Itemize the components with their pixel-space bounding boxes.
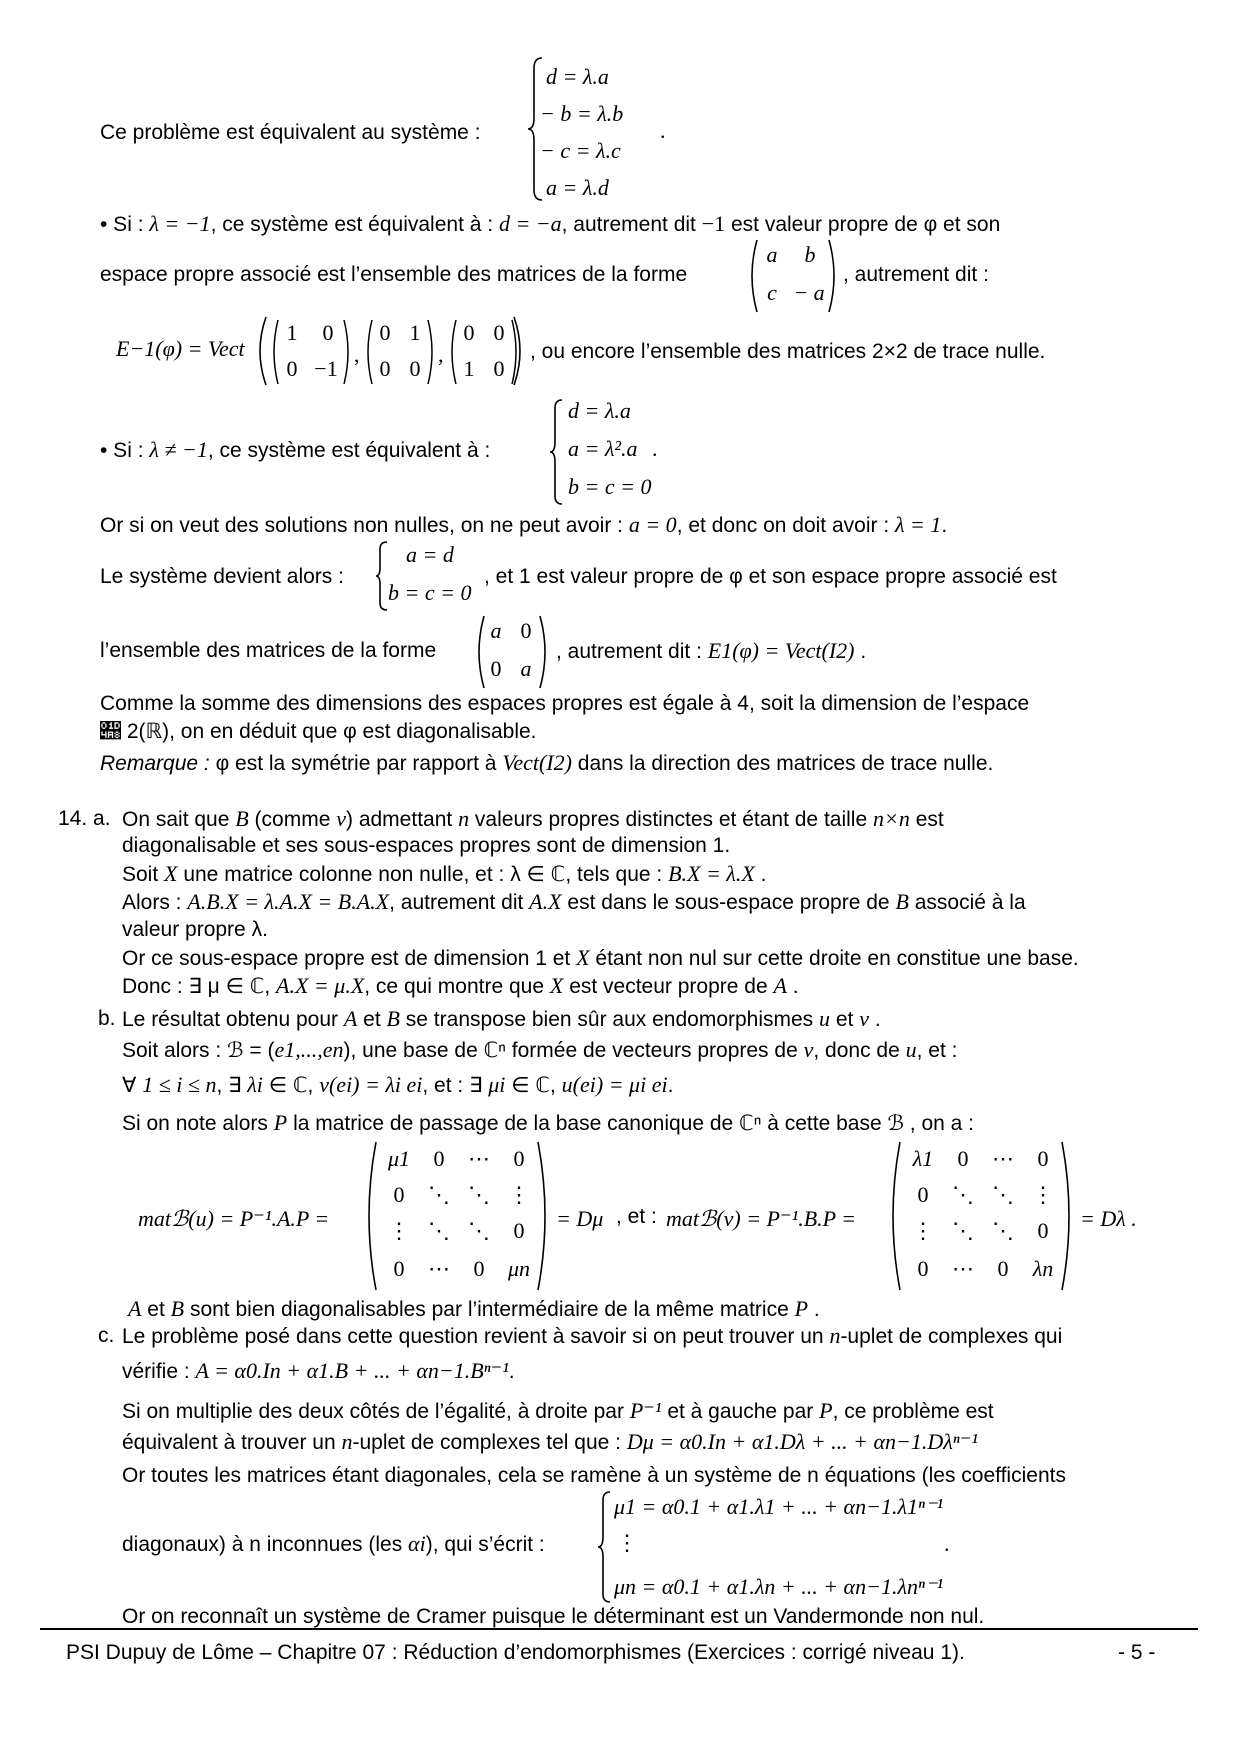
system-row: μn = α0.1 + α1.λn + ... + αn−1.λnⁿ⁻¹ bbox=[614, 1574, 944, 1599]
left-brace bbox=[548, 398, 566, 506]
matrix-cell: μn bbox=[507, 1256, 531, 1281]
system-row: ⋮ bbox=[616, 1530, 638, 1555]
q14c-line4 bbox=[122, 1429, 978, 1456]
text: -uplet de complexes qui bbox=[840, 1325, 1063, 1348]
matrix-cell: − a bbox=[793, 280, 825, 305]
text: On sait que bbox=[122, 808, 230, 831]
math: B bbox=[235, 806, 249, 831]
system-row: − c = λ.c bbox=[540, 138, 621, 163]
matrix-cell: b bbox=[804, 242, 816, 267]
text: , donc de bbox=[813, 1039, 900, 1062]
q14a-line1 bbox=[122, 806, 944, 833]
matrix-cell: 0 bbox=[490, 656, 502, 681]
math: P bbox=[794, 1296, 809, 1321]
matrix-cell: 0 bbox=[520, 618, 532, 643]
math: n×n bbox=[872, 806, 910, 831]
math: P bbox=[819, 1398, 833, 1423]
text: vérifie : bbox=[122, 1360, 190, 1383]
matrix-cell: 0 bbox=[379, 320, 391, 345]
matrix-cell: 0 bbox=[513, 1146, 525, 1171]
q14b-line5 bbox=[128, 1296, 820, 1323]
matrix-cell: c bbox=[767, 280, 777, 305]
matrix-cell: 0 bbox=[393, 1256, 405, 1281]
math: A = α0.In + α1.B + ... + αn−1.Bⁿ⁻¹ bbox=[195, 1358, 509, 1383]
system-row: d = λ.a bbox=[546, 64, 609, 89]
matrix-cell: ⋱ bbox=[992, 1182, 1014, 1207]
matrix-cell: 0 bbox=[493, 320, 505, 345]
mat-middle-text: , et : bbox=[616, 1205, 657, 1228]
text: est vecteur propre de bbox=[569, 975, 768, 998]
remark-label: Remarque : bbox=[100, 752, 210, 775]
math: P⁻¹ bbox=[629, 1398, 662, 1423]
text: Donc : ∃ μ ∈ ℂ, bbox=[122, 975, 271, 998]
text: , autrement dit bbox=[389, 891, 524, 914]
math: P bbox=[273, 1110, 288, 1135]
left-brace bbox=[526, 56, 546, 202]
math: λ = 1 bbox=[895, 512, 942, 537]
text: , ∃ bbox=[216, 1074, 242, 1097]
math: Dμ = α0.In + α1.Dλ + ... + αn−1.Dλⁿ⁻¹ bbox=[626, 1429, 978, 1454]
nonzero-line bbox=[100, 512, 947, 539]
matrix-cell: 0 bbox=[493, 356, 505, 381]
eigenspace-lhs: E−1(φ) = Vect bbox=[116, 336, 245, 361]
remark-line bbox=[100, 750, 993, 777]
math: 1 ≤ i ≤ n bbox=[142, 1072, 217, 1097]
case1-line2-tail: , autrement dit : bbox=[843, 263, 989, 286]
matrix-cell: 0 bbox=[379, 356, 391, 381]
trace-null-tail: , ou encore l’ensemble des matrices 2×2 de trace nulle. bbox=[530, 340, 1046, 363]
basis-matrix-3 bbox=[446, 318, 522, 386]
system-label: Ce problème est équivalent au système : bbox=[100, 121, 481, 144]
q14c-line5: Or toutes les matrices étant diagonales, cela se ramène à un système de n équations (les coefficients bbox=[122, 1464, 1066, 1487]
q14c-number: c. bbox=[98, 1324, 115, 1347]
text: . bbox=[813, 1298, 820, 1321]
math: μi bbox=[488, 1072, 506, 1097]
math: v bbox=[859, 1006, 869, 1031]
left-brace bbox=[596, 1490, 614, 1604]
system-row: − b = λ.b bbox=[540, 101, 624, 126]
text: est dans le sous-espace propre de bbox=[567, 891, 890, 914]
text: . bbox=[667, 1074, 674, 1097]
text: dans la direction des matrices de trace nulle. bbox=[577, 752, 994, 775]
math: αi bbox=[408, 1531, 426, 1556]
text: , ce système est équivalent à : bbox=[210, 213, 494, 236]
text: équivalent à trouver un bbox=[122, 1431, 336, 1454]
text: (comme bbox=[254, 808, 331, 831]
text: ∈ ℂ, bbox=[268, 1074, 314, 1097]
system-end: . bbox=[660, 118, 666, 143]
q14a-line3 bbox=[122, 861, 766, 888]
q14a-line7 bbox=[122, 973, 799, 1000]
text: Or ce sous-espace propre est de dimension 1 et bbox=[122, 947, 571, 970]
matrix-cell: ⋯ bbox=[468, 1146, 490, 1171]
basis-matrix-2 bbox=[362, 318, 438, 386]
matrix-cell: ⋯ bbox=[952, 1256, 974, 1281]
text: , et donc on doit avoir : bbox=[676, 514, 890, 537]
math: d = −a bbox=[498, 211, 562, 236]
math: B bbox=[895, 889, 909, 914]
matrix-cell: 0 bbox=[409, 356, 421, 381]
text: ) admettant bbox=[346, 808, 453, 831]
footer-text: PSI Dupuy de Lôme – Chapitre 07 : Réduction d’endomorphismes (Exercices : corrigé niveau 1). bbox=[66, 1641, 965, 1664]
math: n bbox=[341, 1429, 353, 1454]
system-row: a = λ².a bbox=[568, 436, 638, 461]
math: u(ei) = μi ei bbox=[561, 1072, 668, 1097]
math: B.X = λ.X bbox=[668, 861, 755, 886]
q14b-line4 bbox=[122, 1110, 974, 1137]
math: a = 0 bbox=[628, 512, 677, 537]
matrix-cell: ⋱ bbox=[468, 1218, 490, 1243]
text: ), une base de ℂⁿ formée de vecteurs propres de bbox=[343, 1039, 798, 1062]
math: v bbox=[336, 806, 346, 831]
text: . bbox=[860, 640, 867, 663]
system-end: . bbox=[652, 436, 658, 461]
system-row: b = c = 0 bbox=[388, 580, 472, 605]
matrix-cell: 0 bbox=[513, 1218, 525, 1243]
matrix-cell: 0 bbox=[917, 1256, 929, 1281]
footer-divider bbox=[40, 1628, 1198, 1630]
q14c-line3 bbox=[122, 1398, 994, 1425]
matrix-cell: ⋮ bbox=[508, 1182, 530, 1207]
text: , autrement dit : bbox=[556, 640, 702, 663]
system-row: a = λ.d bbox=[546, 175, 609, 200]
matrix-cell: a bbox=[490, 618, 502, 643]
comma: , bbox=[354, 342, 360, 367]
math: λ = −1 bbox=[149, 211, 211, 236]
text: . bbox=[508, 1360, 515, 1383]
text: est bbox=[915, 808, 944, 831]
matrix-cell: a bbox=[766, 242, 778, 267]
q14a-line4 bbox=[122, 889, 1026, 916]
text: diagonaux) à n inconnues (les bbox=[122, 1533, 403, 1556]
q14b-line3 bbox=[122, 1072, 673, 1099]
text: valeurs propres distinctes et étant de taille bbox=[474, 808, 868, 831]
math: u bbox=[905, 1037, 917, 1062]
matrix-cell: 0 bbox=[286, 356, 298, 381]
text: et à gauche par bbox=[667, 1400, 814, 1423]
scalar-matrix bbox=[472, 614, 552, 690]
matrix-cell: μ1 bbox=[387, 1146, 411, 1171]
math: −1 bbox=[701, 211, 726, 236]
text: . bbox=[792, 975, 799, 998]
text: • Si : bbox=[100, 213, 144, 236]
matrix-cell: ⋱ bbox=[468, 1182, 490, 1207]
math: A bbox=[343, 1006, 358, 1031]
math: X bbox=[549, 973, 564, 998]
case2-line1 bbox=[100, 437, 490, 464]
matrix-cell: 0 bbox=[473, 1256, 485, 1281]
math: X bbox=[576, 945, 590, 970]
matrix-cell: 1 bbox=[463, 356, 475, 381]
matrix-cell: a bbox=[520, 656, 532, 681]
math: B bbox=[170, 1296, 185, 1321]
matrix-cell: ⋱ bbox=[428, 1182, 450, 1207]
matrix-cell: ⋱ bbox=[952, 1218, 974, 1243]
matrix-cell: 1 bbox=[286, 320, 298, 345]
system-becomes-tail: , et 1 est valeur propre de φ et son espace propre associé est bbox=[484, 565, 1057, 588]
text: et bbox=[363, 1008, 381, 1031]
system-end: . bbox=[944, 1531, 950, 1556]
diag-matrix-lambda bbox=[886, 1140, 1076, 1292]
text: est valeur propre de φ et son bbox=[730, 213, 1001, 236]
matrix-cell: 0 bbox=[1037, 1146, 1049, 1171]
text: Si on multiplie des deux côtés de l’égalité, à droite par bbox=[122, 1400, 624, 1423]
form-line-tail bbox=[556, 638, 866, 665]
text: Le résultat obtenu pour bbox=[122, 1008, 338, 1031]
math: A.B.X = λ.A.X = B.A.X bbox=[187, 889, 390, 914]
q14c-line6 bbox=[122, 1531, 545, 1558]
matrix-cell: ⋱ bbox=[952, 1182, 974, 1207]
mat-v-rhs: = Dλ . bbox=[1080, 1206, 1137, 1231]
math: n bbox=[458, 806, 470, 831]
text: . bbox=[941, 514, 948, 537]
math: A.X bbox=[529, 889, 562, 914]
q14a-line5: valeur propre λ. bbox=[122, 918, 268, 941]
text: ), qui s’écrit : bbox=[425, 1533, 545, 1556]
matrix-cell: 0 bbox=[917, 1182, 929, 1207]
matrix-cell: 0 bbox=[322, 320, 334, 345]
matrix-cell: ⋮ bbox=[388, 1218, 410, 1243]
page-number: - 5 - bbox=[1118, 1641, 1156, 1664]
math: A.X = μ.X bbox=[276, 973, 365, 998]
matrix-cell: 0 bbox=[1037, 1218, 1049, 1243]
system-row: d = λ.a bbox=[568, 398, 631, 423]
text: • Si : bbox=[100, 439, 144, 462]
matrix-cell: −1 bbox=[314, 356, 338, 381]
q14b-line1 bbox=[122, 1006, 881, 1033]
text: Alors : bbox=[122, 891, 182, 914]
matrix-cell: ⋱ bbox=[428, 1218, 450, 1243]
q14c-line2 bbox=[122, 1358, 515, 1385]
math: v(ei) = λi ei bbox=[319, 1072, 423, 1097]
text: et bbox=[835, 1008, 854, 1031]
text: -uplet de complexes tel que : bbox=[352, 1431, 621, 1454]
math: e1,...,en bbox=[274, 1037, 344, 1062]
text: Soit alors : ℬ = ( bbox=[122, 1039, 275, 1062]
system-row: b = c = 0 bbox=[568, 474, 652, 499]
matrix-cell: ⋯ bbox=[992, 1146, 1014, 1171]
math: A bbox=[773, 973, 787, 998]
conclusion-line1: Comme la somme des dimensions des espaces propres est égale à 4, soit la dimension de l’espace bbox=[100, 692, 1030, 715]
text: , ce qui montre que bbox=[364, 975, 545, 998]
text: associé à la bbox=[914, 891, 1026, 914]
text: la matrice de passage de la base canonique de ℂⁿ à cette base ℬ , on a : bbox=[293, 1112, 975, 1135]
conclusion-line2: 𝒨 2(ℝ), on en déduit que φ est diagonalisable. bbox=[100, 720, 537, 743]
text: ∈ ℂ, bbox=[511, 1074, 556, 1097]
matrix-cell: ⋱ bbox=[992, 1218, 1014, 1243]
basis-matrix-1 bbox=[268, 318, 354, 386]
math: B bbox=[386, 1006, 400, 1031]
form-line-label: l’ensemble des matrices de la forme bbox=[100, 639, 437, 662]
text: , et : bbox=[916, 1039, 958, 1062]
text: . bbox=[760, 863, 767, 886]
text: , et : ∃ bbox=[422, 1074, 483, 1097]
text: , ce problème est bbox=[832, 1400, 994, 1423]
mat-u-lhs: matℬ(u) = P⁻¹.A.P = bbox=[138, 1206, 330, 1231]
matrix-cell: 0 bbox=[957, 1146, 969, 1171]
text: Si on note alors bbox=[122, 1112, 268, 1135]
system-row: a = d bbox=[406, 542, 454, 567]
comma: , bbox=[438, 342, 444, 367]
q14b-line2 bbox=[122, 1037, 957, 1064]
q14a-line6 bbox=[122, 945, 1079, 972]
text: une matrice colonne non nulle, et : λ ∈ ℂ, tels que : bbox=[183, 863, 663, 886]
math: X bbox=[164, 861, 178, 886]
text: Or si on veut des solutions non nulles, on ne peut avoir : bbox=[100, 514, 623, 537]
q14c-line7: Or on reconnaît un système de Cramer puisque le déterminant est un Vandermonde non nul. bbox=[122, 1605, 985, 1628]
system-row: μ1 = α0.1 + α1.λ1 + ... + αn−1.λ1ⁿ⁻¹ bbox=[614, 1494, 944, 1519]
math: λi bbox=[247, 1072, 263, 1097]
text: φ est la symétrie par rapport à bbox=[215, 752, 497, 775]
math: E1(φ) = Vect(I2) bbox=[707, 638, 855, 663]
matrix-cell: 0 bbox=[433, 1146, 445, 1171]
q14b-number: b. bbox=[98, 1007, 116, 1030]
text: Soit bbox=[122, 863, 159, 886]
text: . bbox=[874, 1008, 881, 1031]
matrix-cell: 0 bbox=[997, 1256, 1009, 1281]
math: λ ≠ −1 bbox=[149, 437, 208, 462]
text: Le problème posé dans cette question revient à savoir si on peut trouver un bbox=[122, 1325, 824, 1348]
matrix-cell: ⋮ bbox=[1032, 1182, 1054, 1207]
q14c-line1 bbox=[122, 1323, 1062, 1350]
text: ∀ bbox=[122, 1074, 137, 1097]
text: sont bien diagonalisables par l’intermédiaire de la même matrice bbox=[189, 1298, 789, 1321]
math: n bbox=[829, 1323, 841, 1348]
text: et bbox=[147, 1298, 165, 1321]
matrix-cell: λ1 bbox=[912, 1146, 934, 1171]
system-becomes-label: Le système devient alors : bbox=[100, 565, 344, 588]
case1-line1 bbox=[100, 211, 1000, 238]
math: v bbox=[803, 1037, 814, 1062]
text: se transpose bien sûr aux endomorphismes bbox=[405, 1008, 814, 1031]
matrix-cell: ⋯ bbox=[428, 1256, 450, 1281]
diag-matrix-mu bbox=[362, 1140, 552, 1292]
matrix-cell: 0 bbox=[463, 320, 475, 345]
form-matrix bbox=[745, 238, 841, 314]
text: étant non nul sur cette droite en constitue une base. bbox=[595, 947, 1079, 970]
text: , ce système est équivalent à : bbox=[207, 439, 491, 462]
math: A bbox=[128, 1296, 142, 1321]
mat-v-lhs: matℬ(v) = P⁻¹.B.P = bbox=[666, 1206, 857, 1231]
matrix-cell: 1 bbox=[409, 320, 421, 345]
math: Vect(I2) bbox=[502, 750, 572, 775]
math: u bbox=[819, 1006, 831, 1031]
case1-line2: espace propre associé est l’ensemble des matrices de la forme bbox=[100, 263, 688, 286]
matrix-cell: 0 bbox=[393, 1182, 405, 1207]
mat-u-rhs: = Dμ bbox=[556, 1206, 604, 1231]
text: , autrement dit bbox=[561, 213, 696, 236]
q14a-line2: diagonalisable et ses sous-espaces propres sont de dimension 1. bbox=[122, 834, 731, 857]
matrix-cell: λn bbox=[1032, 1256, 1054, 1281]
matrix-cell: ⋮ bbox=[912, 1218, 934, 1243]
q14a-number: 14. a. bbox=[58, 807, 111, 830]
